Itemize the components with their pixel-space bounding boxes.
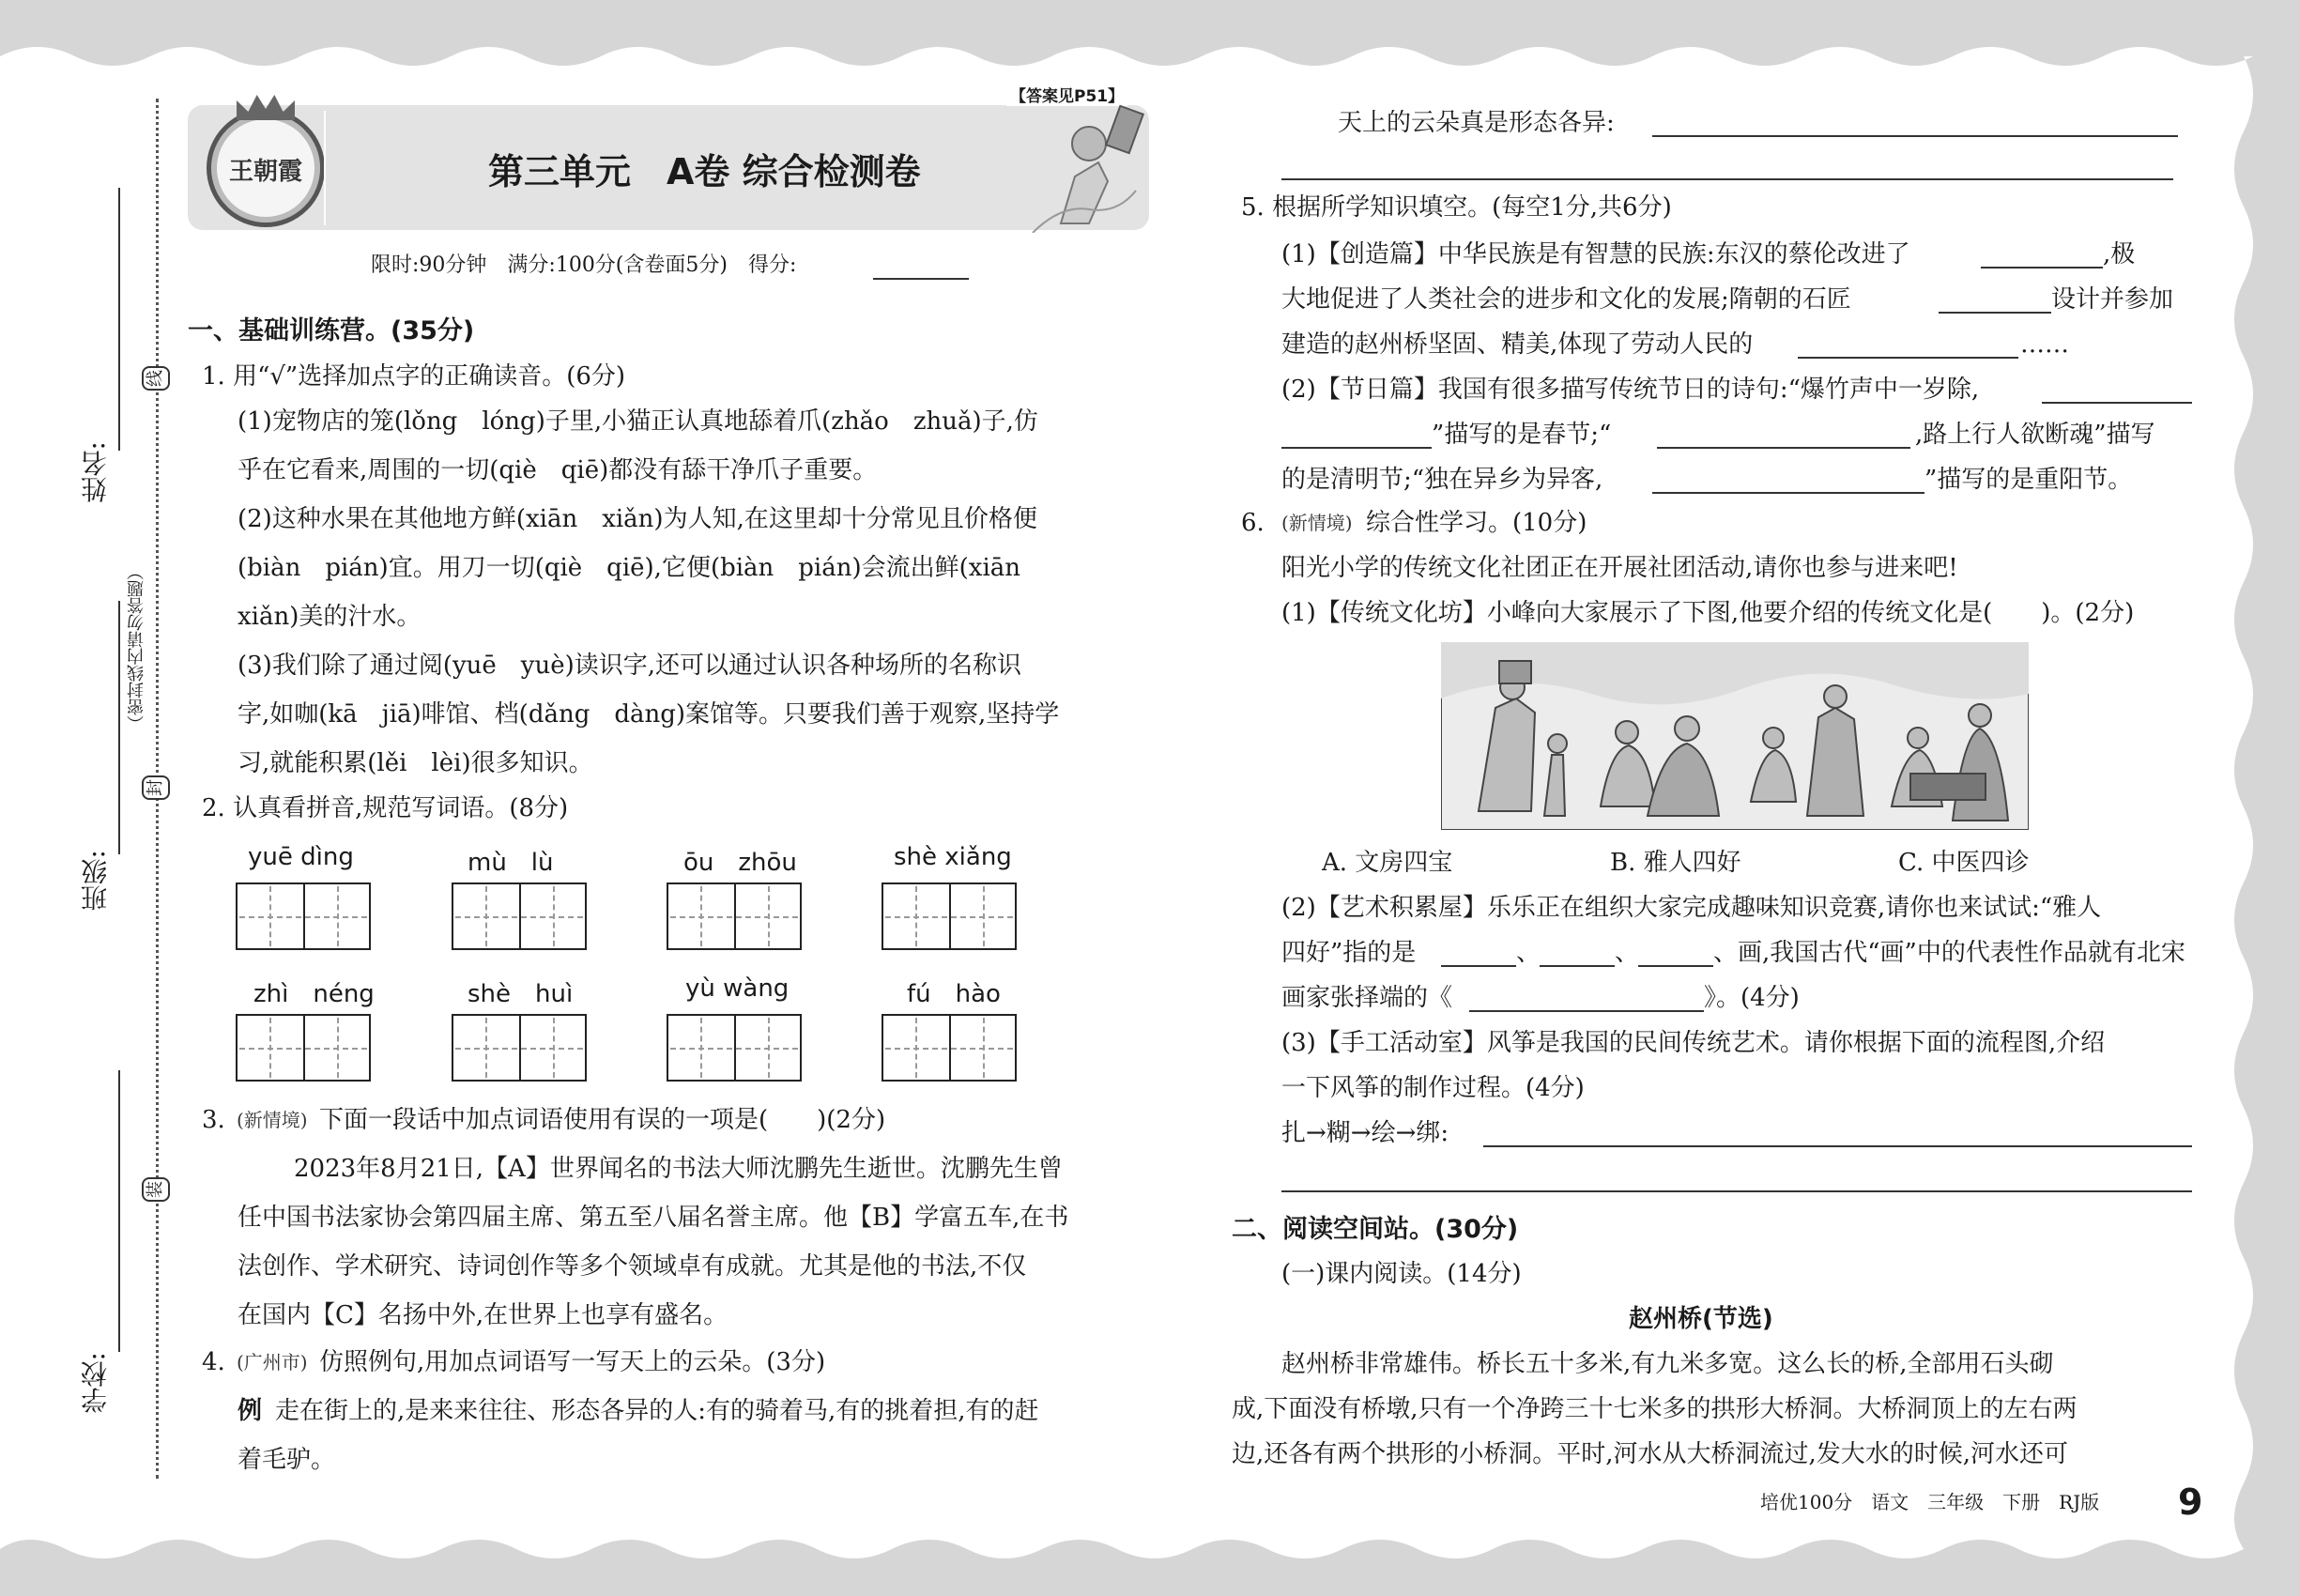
q4-title: 仿照例句,用加点词语写一写天上的云朵。(3分) (319, 1348, 826, 1376)
q1-line: (3)我们除了通过阅(yuē yuè)读识字,还可以通过认识各种场所的名称识 (238, 652, 1022, 680)
q6-blank[interactable] (1638, 965, 1713, 967)
q5-blank[interactable] (1798, 357, 2018, 359)
q1-line: (1)宠物店的笼(lǒng lóng)子里,小猫正认真地舔着爪(zhǎo zhuǎ)子,仿 (238, 407, 1038, 436)
q6-sep: 、 (1516, 939, 1541, 967)
q5-line: (2)【节日篇】我国有很多描写传统节日的诗句:“爆竹声中一岁除, (1281, 376, 1980, 404)
q3-line: 在国内【C】名扬中外,在世界上也享有盛名。 (238, 1301, 728, 1329)
q3-number: 3. (202, 1106, 225, 1134)
q6-option[interactable]: A. 文房四宝 (1322, 849, 1453, 877)
q1-line: (2)这种水果在其他地方鲜(xiān xiǎn)为人知,在这里却十分常见且价格便 (238, 505, 1037, 533)
q5-blank[interactable] (2042, 402, 2192, 404)
q6-number: 6. (1241, 509, 1265, 537)
school-field[interactable] (118, 1070, 120, 1352)
writing-grid[interactable] (236, 882, 371, 950)
q5-blank[interactable] (1939, 312, 2051, 314)
q1-line: (biàn pián)宜。用刀一切(qiè qiē),它便(biàn pián)会流出鲜(xiān (238, 554, 1021, 582)
q6-title: 综合性学习。(10分) (1366, 509, 1587, 537)
q6-blank[interactable] (1469, 1010, 1704, 1012)
q5-blank[interactable] (1652, 492, 1924, 494)
q4-tag: (广州市) (237, 1351, 308, 1373)
q4-number: 4. (202, 1348, 225, 1376)
q5-line: 大地促进了人类社会的进步和文化的发展;隋朝的石匠 (1281, 285, 1851, 314)
q5-line: ,路上行人欲断魂”描写 (1915, 421, 2155, 449)
q5-blank[interactable] (1281, 447, 1432, 449)
passage-line: 成,下面没有桥墩,只有一个净跨三十七米多的拱形大桥洞。大桥洞顶上的左右两 (1232, 1395, 2078, 1423)
passage-line: 赵州桥非常雄伟。桥长五十多米,有九米多宽。这么长的桥,全部用石头砌 (1281, 1350, 2054, 1378)
q5-line: 建造的赵州桥坚固、精美,体现了劳动人民的 (1281, 330, 1754, 359)
q3-line: 法创作、学术研究、诗词创作等多个领域卓有成就。尤其是他的书法,不仅 (238, 1252, 1027, 1281)
writing-grid[interactable] (882, 882, 1017, 950)
q3-line: 2023年8月21日,【A】世界闻名的书法大师沈鹏先生逝世。沈鹏先生曾 (294, 1155, 1063, 1183)
q5-line: ,极 (2103, 240, 2136, 269)
q1-line: 习,就能积累(lěi lèi)很多知识。 (238, 749, 593, 777)
q5-line: …… (2020, 330, 2069, 359)
q6-option[interactable]: B. 雅人四好 (1610, 849, 1741, 877)
q6-part2: 四好”指的是 (1281, 939, 1417, 967)
exam-info: 限时:90分钟 满分:100分(含卷面5分) 得分: (371, 253, 797, 277)
writing-grid[interactable] (667, 1014, 802, 1082)
writing-grid[interactable] (452, 882, 587, 950)
pinyin-label: yuē dìng (248, 843, 354, 871)
pinyin-label: yù wàng (685, 974, 790, 1003)
pinyin-label: mù lù (468, 849, 554, 877)
q1-title: 1. 用“√”选择加点字的正确读音。(6分) (202, 362, 626, 391)
pinyin-label: fú hào (907, 980, 1001, 1008)
q6-part2: (2)【艺术积累屋】乐乐正在组织大家完成趣味知识竞赛,请你也来试试:“雅人 (1281, 894, 2102, 922)
class-label: 班级: (80, 850, 111, 912)
q5-blank[interactable] (1657, 447, 1910, 449)
q6-part2: 、画,我国古代“画”中的代表性作品就有北宋 (1713, 939, 2185, 967)
class-field[interactable] (118, 601, 120, 854)
q5-title: 5. 根据所学知识填空。(每空1分,共6分) (1241, 193, 1672, 222)
q5-line: ”描写的是重阳节。 (1924, 466, 2133, 494)
pinyin-label: zhì néng (253, 980, 375, 1008)
writing-grid[interactable] (667, 882, 802, 950)
q4-example-label: 例 (238, 1397, 263, 1425)
writing-grid[interactable] (882, 1014, 1017, 1082)
passage-title: 赵州桥(节选) (1629, 1305, 1773, 1333)
banner-divider (324, 111, 326, 225)
subsection-1: (一)课内阅读。(14分) (1281, 1260, 1522, 1288)
q6-blank[interactable] (1540, 965, 1615, 967)
q3-tag: (新情境) (237, 1109, 308, 1131)
q1-line: 字,如咖(kā jiā)啡馆、档(dǎng dàng)案馆等。只要我们善于观察,坚持学 (238, 700, 1060, 729)
score-field[interactable] (873, 278, 969, 280)
q6-tag: (新情境) (1281, 512, 1353, 534)
q6-sep: 、 (1615, 939, 1640, 967)
q5-line: ”描写的是春节;“ (1432, 421, 1612, 449)
q6-answer-line[interactable] (1281, 1190, 2192, 1192)
school-label: 学校: (80, 1352, 111, 1414)
q5-blank[interactable] (1981, 267, 2103, 269)
logo-text: 王朝霞 (228, 158, 302, 186)
q6-illustration (1441, 642, 2029, 830)
page-title: 第三单元 A卷 综合检测卷 (488, 151, 921, 192)
name-field[interactable] (118, 188, 120, 451)
q2-title: 2. 认真看拼音,规范写词语。(8分) (202, 794, 569, 822)
section-2-heading: 二、阅读空间站。(30分) (1232, 1215, 1519, 1244)
q6-part3: (3)【手工活动室】风筝是我国的民间传统艺术。请你根据下面的流程图,介绍 (1281, 1029, 2106, 1057)
writing-grid[interactable] (236, 1014, 371, 1082)
answer-reference: 【答案见P51】 (1006, 83, 1127, 106)
binding-char-seal: 封 (142, 775, 170, 800)
q4-continue: 天上的云朵真是形态各异: (1338, 109, 1615, 137)
q4-answer-line[interactable] (1652, 135, 2178, 137)
q6-part2: 画家张择端的《 (1281, 984, 1453, 1012)
q4-example-end: 着毛驴。 (238, 1446, 336, 1474)
q4-example: 走在街上的,是来来往往、形态各异的人:有的骑着马,有的挑着担,有的赶 (275, 1397, 1039, 1425)
q1-line: xiǎn)美的汁水。 (238, 603, 422, 631)
q3-line: 任中国书法家协会第四届主席、第五至八届名誉主席。他【B】学富五车,在书 (238, 1204, 1069, 1232)
name-label: 姓名: (80, 441, 111, 503)
q6-answer-line[interactable] (1483, 1145, 2192, 1147)
q6-intro: 阳光小学的传统文化社团正在开展社团活动,请你也参与进来吧! (1281, 554, 1958, 582)
pinyin-label: shè huì (468, 980, 574, 1008)
writing-grid[interactable] (452, 1014, 587, 1082)
q6-part3: 一下风筝的制作过程。(4分) (1281, 1074, 1585, 1102)
q1-line: 乎在它看来,周围的一切(qiè qiē)都没有舔干净爪子重要。 (238, 456, 878, 484)
q5-line: (1)【创造篇】中华民族是有智慧的民族:东汉的蔡伦改进了 (1281, 240, 1910, 269)
q6-blank[interactable] (1441, 965, 1516, 967)
q6-flow: 扎→糊→绘→绑: (1281, 1119, 1449, 1147)
page-number: 9 (2178, 1481, 2203, 1523)
pinyin-label: ōu zhōu (683, 849, 797, 877)
q6-part1: (1)【传统文化坊】小峰向大家展示了下图,他要介绍的传统文化是( )。(2分) (1281, 599, 2135, 627)
section-1-heading: 一、基础训练营。(35分) (188, 316, 475, 345)
q3-title: 下面一段话中加点词语使用有误的一项是( )(2分) (319, 1106, 886, 1134)
rocket-illustration (1023, 92, 1164, 233)
q6-option[interactable]: C. 中医四诊 (1898, 849, 2030, 877)
passage-line: 边,还各有两个拱形的小桥洞。平时,河水从大桥洞流过,发大水的时候,河水还可 (1232, 1440, 2069, 1468)
binding-char-tie: 装 (142, 1177, 170, 1202)
q4-answer-line[interactable] (1281, 178, 2173, 180)
binding-notice: （密封线内请勿答题） (126, 563, 154, 732)
q6-part2: 》。(4分) (1704, 984, 1800, 1012)
q5-line: 的是清明节;“独在异乡为异客, (1281, 466, 1603, 494)
q5-line: 设计并参加 (2051, 285, 2174, 314)
footer-book-info: 培优100分 语文 三年级 下册 RJ版 (1760, 1491, 2100, 1513)
pinyin-label: shè xiǎng (894, 843, 1012, 871)
binding-char-line: 线 (142, 366, 170, 391)
